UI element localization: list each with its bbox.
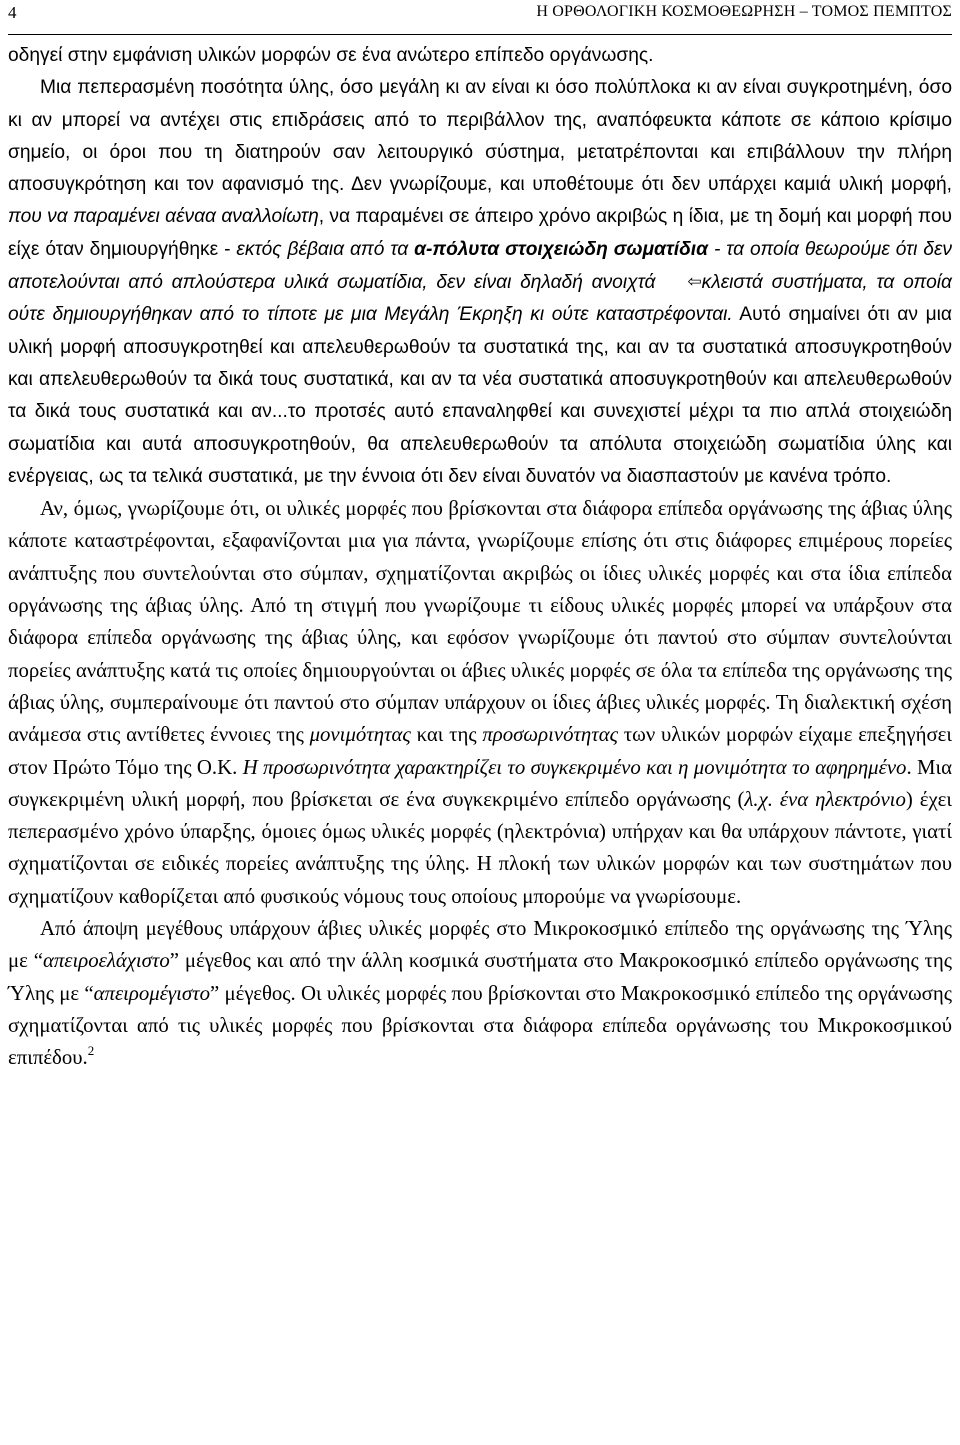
text-run: Δεν γνωρίζουμε, και υποθέτουμε ότι δεν υπάρχει καμιά υλική μορφή, xyxy=(350,174,953,196)
text-run: ” μέγεθος. Οι υλικές μορφές που βρίσκονται στο Μακροκοσμικό επίπεδο της οργάνωσης σχηματίζονται από τις υλικές μορφές που βρίσκονται στα διάφορα επίπεδα οργάνωσης του Μικροκοσμικού επιπέδου. xyxy=(8,981,952,1070)
text-run: ) έχει πεπερασμένο χρόνο ύπαρξης, όμοιες όμως υλικές μορφές (ηλεκτρόνια) υπήρχαν και θα υπάρχουν πάντοτε, γιατί σχηματίζονται σε ειδικές πορείες ανάπτυξης της ύλης. Η πλοκή των υλικών μορφών και των συστημάτων που σχηματίζουν καθορίζεται από φυσικούς νόμους τους οποίους μπορούμε να γνωρίσουμε. xyxy=(8,787,953,908)
text-run: . Μια συγκεκριμένη υλική μορφή, που βρίσκεται σε ένα συγκεκριμένο επίπεδο οργάνωσης ( xyxy=(8,755,952,811)
running-title: Η ΟΡΘΟΛΟΓΙΚΗ ΚΟΣΜΟΘΕΩΡΗΣΗ – ΤΟΜΟΣ ΠΕΜΠΤΟΣ xyxy=(536,3,952,20)
text-run: Από άποψη μεγέθους υπάρχουν άβιες υλικές μορφές στο Μικροκοσμικό επίπεδο της οργάνωσης της Ύλης με “ xyxy=(8,917,952,973)
text-run: , να παραμένει σε άπειρο χρόνο ακριβώς η ίδια, με τη δομή και μορφή που είχε όταν δημιουργήθηκε - xyxy=(8,206,952,260)
text-run-italic: απειροελάχιστο xyxy=(42,949,170,973)
paragraph-sans xyxy=(8,72,952,493)
body-text xyxy=(8,40,952,1075)
paragraph-serif xyxy=(8,493,952,913)
text-run: Αυτό σημαίνει ότι αν μια υλική μορφή αποσυγκροτηθεί και απελευθερωθούν τα συστατικά της, και αν τα συστατικά αποσυγκροτηθούν και απελευθερωθούν τα δικά τους συστατικά, και αν τα νέα συστατικά αποσυγκροτηθούν και απελευθερωθούν τα δικά τους συστατικά και αν...το προτσές αυτό επαναληφθεί και συνεχιστεί μέχρι τα πιο απλά στοιχειώδη σωματίδια και αυτά αποσυγκροτηθούν, θα απελευθερωθούν τα απόλυτα στοιχειώδη σωματίδια ύλης και ενέργειας, ως τα τελικά συστατικά, με την έννοια ότι δεν είναι δυνατόν να διασπαστούν με κανένα τρόπο. xyxy=(8,304,952,487)
text-run: οδηγεί στην εμφάνιση υλικών μορφών σε ένα ανώτερο επίπεδο οργάνωσης. xyxy=(8,45,654,66)
text-run: Αν, όμως, γνωρίζουμε ότι, οι υλικές μορφές που βρίσκονται στα διάφορα επίπεδα οργάνωσης της άβιας ύλης κάποτε καταστρέφονται, εξαφανίζονται μια για πάντα, γνωρίζουμε επίσης ότι στις διάφορες επιμέρους πορείες ανάπτυξης που συντελούνται στο σύμπαν, σχηματίζονται ακριβώς οι ίδιες υλικές μορφές και στα ίδια επίπεδα οργάνωσης της άβιας ύλης. Από τη στιγμή που γνωρίζουμε τι είδους υλικές μορφές μπορεί να υπάρξουν στα διάφορα επίπεδα οργάνωσης της άβιας ύλης, και εφόσον γνωρίζουμε ότι παντού στο σύμπαν συντελούνται πορείες ανάπτυξης κατά τις οποίες δημιουργούνται οι άβιες υλικές μορφές σε όλα τα επίπεδα της οργάνωσης της άβιας ύλης, συμπεραίνουμε ότι παντού στο σύμπαν υπάρχουν οι ίδιες άβιες υλικές μορφές. Τη διαλεκτική σχέση ανάμεσα στις αντίθετες έννοιες της xyxy=(8,497,952,747)
text-run-italic: εκτός βέβαια από τα xyxy=(236,238,415,260)
text-run-italic: - τα οποία θεωρούμε ότι δεν αποτελούνται από απλούστερα υλικά σωματίδια, δεν είναι δηλαδή ανοιχτά xyxy=(8,238,952,294)
double-arrow-left-icon: ⇦ xyxy=(687,272,702,292)
paragraph-continued xyxy=(8,40,952,72)
page-header xyxy=(8,0,952,35)
text-run: Μια πεπερασμένη ποσότητα ύλης, όσο μεγάλη κι αν είναι κι όσο πολύπλοκα κι αν είναι συγκροτημένη, όσο κι αν μπορεί να αντέχει στις επιδράσεις από το περιβάλλον της, αναπόφευκτα κάποτε σε κάποιο κρίσιμο σημείο, οι όροι που τη διατηρούν σαν λειτουργικό σύστημα, μετατρέπονται και επιβάλλουν την πλήρη αποσυγκρότηση και τον αφανισμό της. xyxy=(8,77,952,196)
text-run: ” μέγεθος και από την άλλη κοσμικά συστήματα στο Μακροκοσμικό επίπεδο οργάνωσης της Ύλης με “ xyxy=(8,949,952,1005)
text-run-italic: απειρομέγιστο xyxy=(93,981,211,1005)
text-run-italic: Η προσωρινότητα χαρακτηρίζει το συγκεκριμένο και η μονιμότητα το αφηρημένο xyxy=(242,755,907,779)
text-run: και της xyxy=(410,723,483,747)
footnote-reference[interactable]: 2 xyxy=(87,1043,95,1059)
text-run: των υλικών μορφών είχαμε επεξηγήσει στον Πρώτο Τόμο της Ο.Κ. xyxy=(8,723,952,779)
text-run-bold-italic: α-πόλυτα στοιχειώδη σωματίδια xyxy=(414,238,709,260)
text-run-italic: προσωρινότητας xyxy=(482,723,619,747)
text-run-italic: κλειστά συστήματα, τα οποία ούτε δημιουργήθηκαν από το τίποτε με μια Μεγάλη Έκρηξη κι ούτε καταστρέφονται. xyxy=(8,272,952,326)
text-run-italic: λ.χ. ένα ηλεκτρόνιο xyxy=(744,787,906,811)
text-run-italic: μονιμότητας xyxy=(309,723,411,747)
page-number: 4 xyxy=(8,3,17,22)
text-run-italic: που να παραμένει αέναα αναλλοίωτη xyxy=(8,206,319,228)
paragraph-serif xyxy=(8,913,952,1074)
